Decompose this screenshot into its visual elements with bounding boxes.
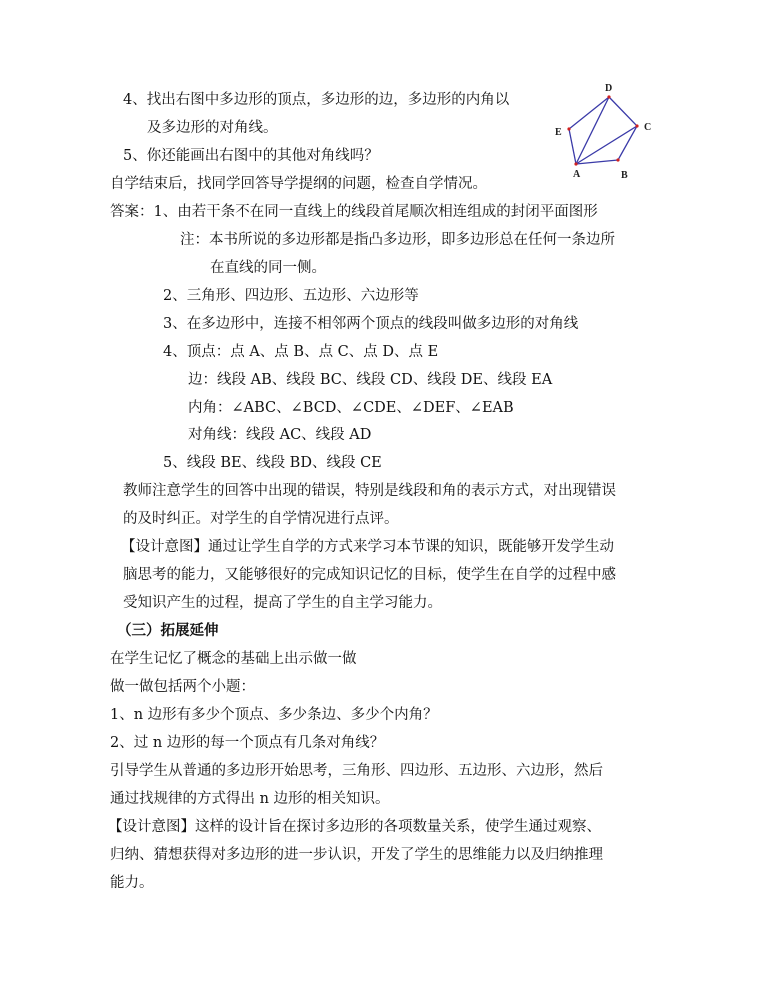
text-line: 【设计意图】这样的设计旨在探讨多边形的各项数量关系，使学生通过观察、 <box>108 819 601 835</box>
text-line: 对角线：线段 AC、线段 AD <box>188 427 372 443</box>
edge-cd <box>609 97 637 126</box>
edge-ea <box>569 129 576 164</box>
text-line: 在学生记忆了概念的基础上出示做一做 <box>110 651 357 667</box>
text-line: 教师注意学生的回答中出现的错误，特别是线段和角的表示方式，对出现错误 <box>123 483 616 499</box>
label-d: D <box>605 83 613 94</box>
vertex-a <box>574 162 577 165</box>
label-b: B <box>621 170 628 181</box>
text-line: 归纳、猜想获得对多边形的进一步认识，开发了学生的思维能力以及归纳推理 <box>110 847 603 863</box>
text-line: 5、你还能画出右图中的其他对角线吗？ <box>123 148 379 164</box>
text-line: 内角：∠ABC、∠BCD、∠CDE、∠DEF、∠EAB <box>188 400 514 416</box>
text-line: 能力。 <box>110 875 154 891</box>
text-line: 5、线段 BE、线段 BD、线段 CE <box>163 455 382 471</box>
text-line: 及多边形的对角线。 <box>147 120 278 136</box>
text-line: 2、三角形、四边形、五边形、六边形等 <box>163 288 419 304</box>
text-line: 脑思考的能力，又能够很好的完成知识记忆的目标，使学生在自学的过程中感 <box>123 567 616 583</box>
text-line: 通过找规律的方式得出 n 边形的相关知识。 <box>110 791 390 807</box>
text-line: 受知识产生的过程，提高了学生的自主学习能力。 <box>123 595 442 611</box>
edge-de <box>569 97 609 129</box>
vertex-c <box>635 124 638 127</box>
text-line: 答案：1、由若干条不在同一直线上的线段首尾顺次相连组成的封闭平面图形 <box>110 204 598 220</box>
label-a: A <box>573 169 581 180</box>
section-heading: （三）拓展延伸 <box>117 622 219 639</box>
pentagon-edges <box>569 97 637 164</box>
label-e: E <box>555 127 562 138</box>
text-line: 做一做包括两个小题： <box>110 679 255 695</box>
pentagon-figure <box>548 80 666 184</box>
vertex-points <box>567 95 638 165</box>
text-line: 3、在多边形中，连接不相邻两个顶点的线段叫做多边形的对角线 <box>163 316 579 332</box>
text-line: 注：本书所说的多边形都是指凸多边形，即多边形总在任何一条边所 <box>180 232 615 248</box>
text-line: 4、找出右图中多边形的顶点，多边形的边，多边形的内角以 <box>123 92 510 108</box>
text-line: 的及时纠正。对学生的自学情况进行点评。 <box>123 511 399 527</box>
vertex-b <box>616 158 619 161</box>
edge-bc <box>618 126 637 160</box>
text-line: 自学结束后，找同学回答导学提纲的问题，检查自学情况。 <box>110 176 487 192</box>
text-line: 【设计意图】通过让学生自学的方式来学习本节课的知识，既能够开发学生动 <box>121 539 614 555</box>
label-c: C <box>644 122 652 133</box>
text-line: 引导学生从普通的多边形开始思考，三角形、四边形、五边形、六边形，然后 <box>110 763 603 779</box>
text-line: 4、顶点：点 A、点 B、点 C、点 D、点 E <box>163 344 439 360</box>
text-line: 1、n 边形有多少个顶点、多少条边、多少个内角？ <box>110 707 438 723</box>
text-line: 在直线的同一侧。 <box>210 260 326 276</box>
vertex-e <box>567 127 570 130</box>
vertex-d <box>607 95 610 98</box>
text-line: 边：线段 AB、线段 BC、线段 CD、线段 DE、线段 EA <box>188 372 553 388</box>
text-line: 2、过 n 边形的每一个顶点有几条对角线？ <box>110 735 385 751</box>
